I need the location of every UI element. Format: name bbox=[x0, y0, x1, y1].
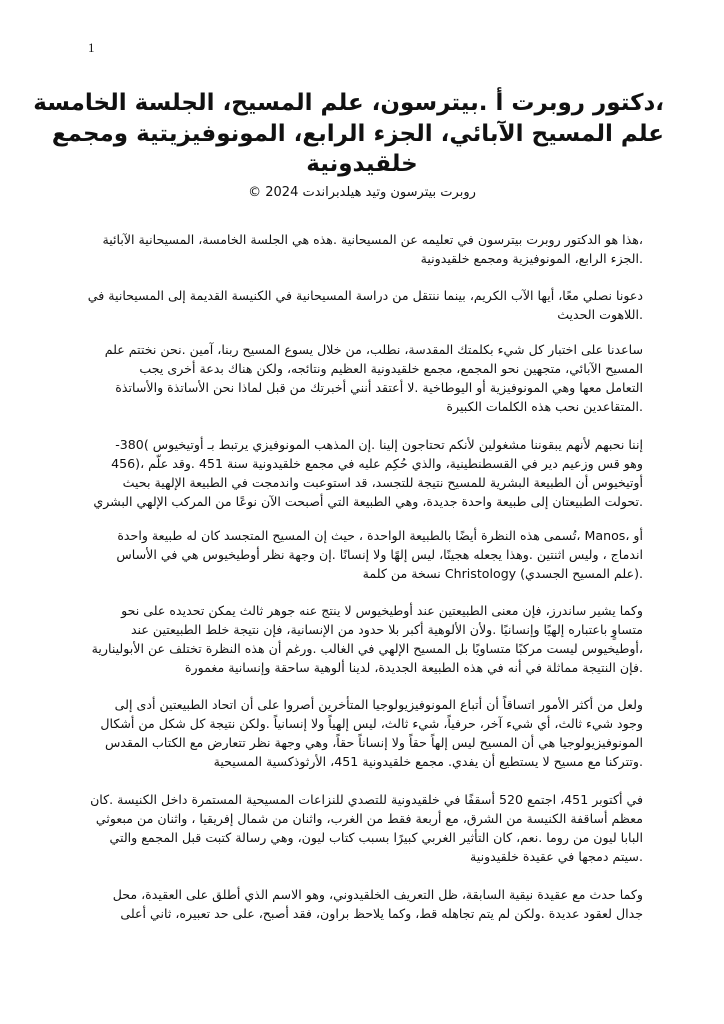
paragraph-7-line: المونوفيزيولوجيا هي أن المسيح ليس إلهاً حقاً ولا إنساناً حقاً، وهي وجهة نظر تتعارض مع الكتاب المقدس bbox=[105, 735, 643, 750]
paragraph-5-line: أو ،Manos ،تُسمى هذه النظرة أيضًا بالطبيعة الواحدة ، حيث إن المسيح المتجسد كان له طبيعة واحدة bbox=[117, 528, 643, 543]
paragraph-3-line: التعامل معها وهي المونوفيزية أو اليوطاخية .لا أعتقد أنني أخبرتك من قبل لماذا نحن الأساتذة والأساتذة bbox=[115, 380, 643, 395]
paragraph-4-line: أوتيخيوس أن الطبيعة البشرية للمسيح نتيجة للتجسد، قد استوعبت واندمجت في الطبيعة الإلهية بحيث bbox=[122, 475, 643, 490]
paragraph-3-line: المسيح الآبائي، متجهين نحو المجمع، مجمع خلقيدونية العظيم ونتائجه، ولكن هناك بدعة أخرى يجب bbox=[139, 361, 643, 376]
paragraph-6-line: وكما يشير ساندرز، فإن معنى الطبيعتين عند أوطيخيوس لا ينتج عنه جوهر ثالث يمكن تحديده على نحو bbox=[121, 603, 643, 618]
page-number: 1 bbox=[88, 40, 95, 55]
paragraph-8-line: معظم أساقفة الكنيسة من الشرق، مع أربعة فقط من الغرب، واثنان من شمال إفريقيا ، واثنان من مبعوثي bbox=[95, 811, 643, 826]
paragraph-8-line: البابا ليون من روما .نعم، كان التأثير الغربي كبيرًا بسبب كتاب ليون، وهي رسالة كتبت قبل المجمع والتي bbox=[109, 830, 643, 845]
paragraph-5-line: اندماج ، وليس اثنتين .وهذا يجعله هجينًا، ليس إلهًا ولا إنسانًا .إن وجهة نظر أوطيخيوس هي في الأساس bbox=[116, 547, 643, 562]
paragraph-8-line: .سيتم دمجها في عقيدة خلقيدونية bbox=[470, 849, 643, 864]
paragraph-6-line: متساوٍ باعتباره إلهيًا وإنسانيًا .ولأن الألوهية أكبر بلا حدود من الإنسانية، فإن نتيجة خلط الطبيعتين عند bbox=[130, 622, 643, 637]
paragraph-4-line: وهو قس وزعيم دير في القسطنطينية، والذي حُكِم عليه في مجمع خلقيدونية سنة 451 .وقد علّم ،(456 bbox=[111, 456, 643, 471]
paragraph-7-line: .وتتركنا مع مسيح لا يستطيع أن يفدي. مجمع خلقيدونية 451، الأرثوذكسية المسيحية bbox=[213, 754, 643, 769]
paragraph-7-line: ولعل من أكثر الأمور اتساقاً أن أتباع المونوفيزيولوجيا المتأخرين أصروا على أن اتحاد الطبيعتين أدى إلى bbox=[114, 697, 643, 712]
paragraph-2-line: دعونا نصلي معًا، أيها الآب الكريم، بينما ننتقل من دراسة المسيحانية في الكنيسة القديمة إلى المسيحانية في bbox=[87, 288, 643, 303]
paragraph-2-line: .اللاهوت الحديث bbox=[557, 307, 643, 322]
paragraph-8-line: في أكتوبر 451، اجتمع 520 أسقفًا في خلقيدونية للتصدي للنزاعات المسيحية المستمرة داخل الكنيسة .كان bbox=[90, 792, 643, 807]
document-subtitle: روبرت بيترسون وتيد هيلدبراندت 2024 © bbox=[248, 185, 476, 200]
document-title-line: خلقيدونية bbox=[306, 151, 418, 177]
paragraph-7-line: وجود شيء ثالث، أي شيء آخر، حرفياً، شيء ثالث، ليس إلهياً ولا إنسانياً .ولكن نتيجة كل شكل من أشكال bbox=[100, 716, 643, 731]
paragraph-9-line: جدال لعقود عديدة .ولكن لم يتم تجاهله قط، وكما يلاحظ براون، فقد أصبح، على حد تعبيره، ثاني أعلى bbox=[120, 906, 643, 921]
paragraph-4-line: إننا نحبهم لأنهم يبقوننا مشغولين لأنكم تحتاجون إلينا .إن المذهب المونوفيزي يرتبط بـ أوتيخيوس )380- bbox=[115, 437, 643, 452]
paragraph-6-line: .فإن النتيجة مماثلة في أنه في هذه الطبيعة الجديدة، لدينا ألوهية ساحقة وإنسانية مغمورة bbox=[184, 660, 643, 675]
paragraph-9-line: وكما حدث مع عقيدة نيقية السابقة، ظل التعريف الخلقيدوني، وهو الاسم الذي أطلق على العقيدة، محل bbox=[112, 887, 643, 902]
paragraph-6-line: ،أوطيخيوس ليست مركبًا متساويًا بل المسيح الإلهي في الغالب .ورغم أن هذه النظرة تختلف عن الأبولينارية bbox=[91, 641, 643, 656]
document-title-line: علم المسيح الآبائي، الجزء الرابع، المونوفيزيتية ومجمع bbox=[51, 121, 664, 147]
paragraph-5-line: .(علم المسيح الجسدي) Christology نسخة من كلمة bbox=[362, 566, 643, 581]
paragraph-1-line: .الجزء الرابع، المونوفيزية ومجمع خلقيدونية bbox=[420, 251, 643, 266]
paragraph-4-line: .تحولت الطبيعتان إلى طبيعة واحدة جديدة، وهي الطبيعة التي أصبحت الآن نوعًا من المركب الإلهي البشري bbox=[93, 494, 643, 509]
paragraph-1-line: ،هذا هو الدكتور روبرت بيترسون في تعليمه عن المسيحانية .هذه هي الجلسة الخامسة، المسيحانية الآبائية bbox=[102, 232, 643, 247]
paragraph-3-line: .المتقاعدين نحب هذه الكلمات الكبيرة bbox=[446, 399, 643, 414]
paragraph-3-line: ساعدنا على اختبار كل شيء بكلمتك المقدسة، نطلب، من خلال يسوع المسيح ربنا، آمين .نحن نختتم علم bbox=[104, 342, 643, 357]
document-title-line: ،دكتور روبرت أ .بيترسون، علم المسيح، الجلسة الخامسة bbox=[33, 90, 664, 116]
